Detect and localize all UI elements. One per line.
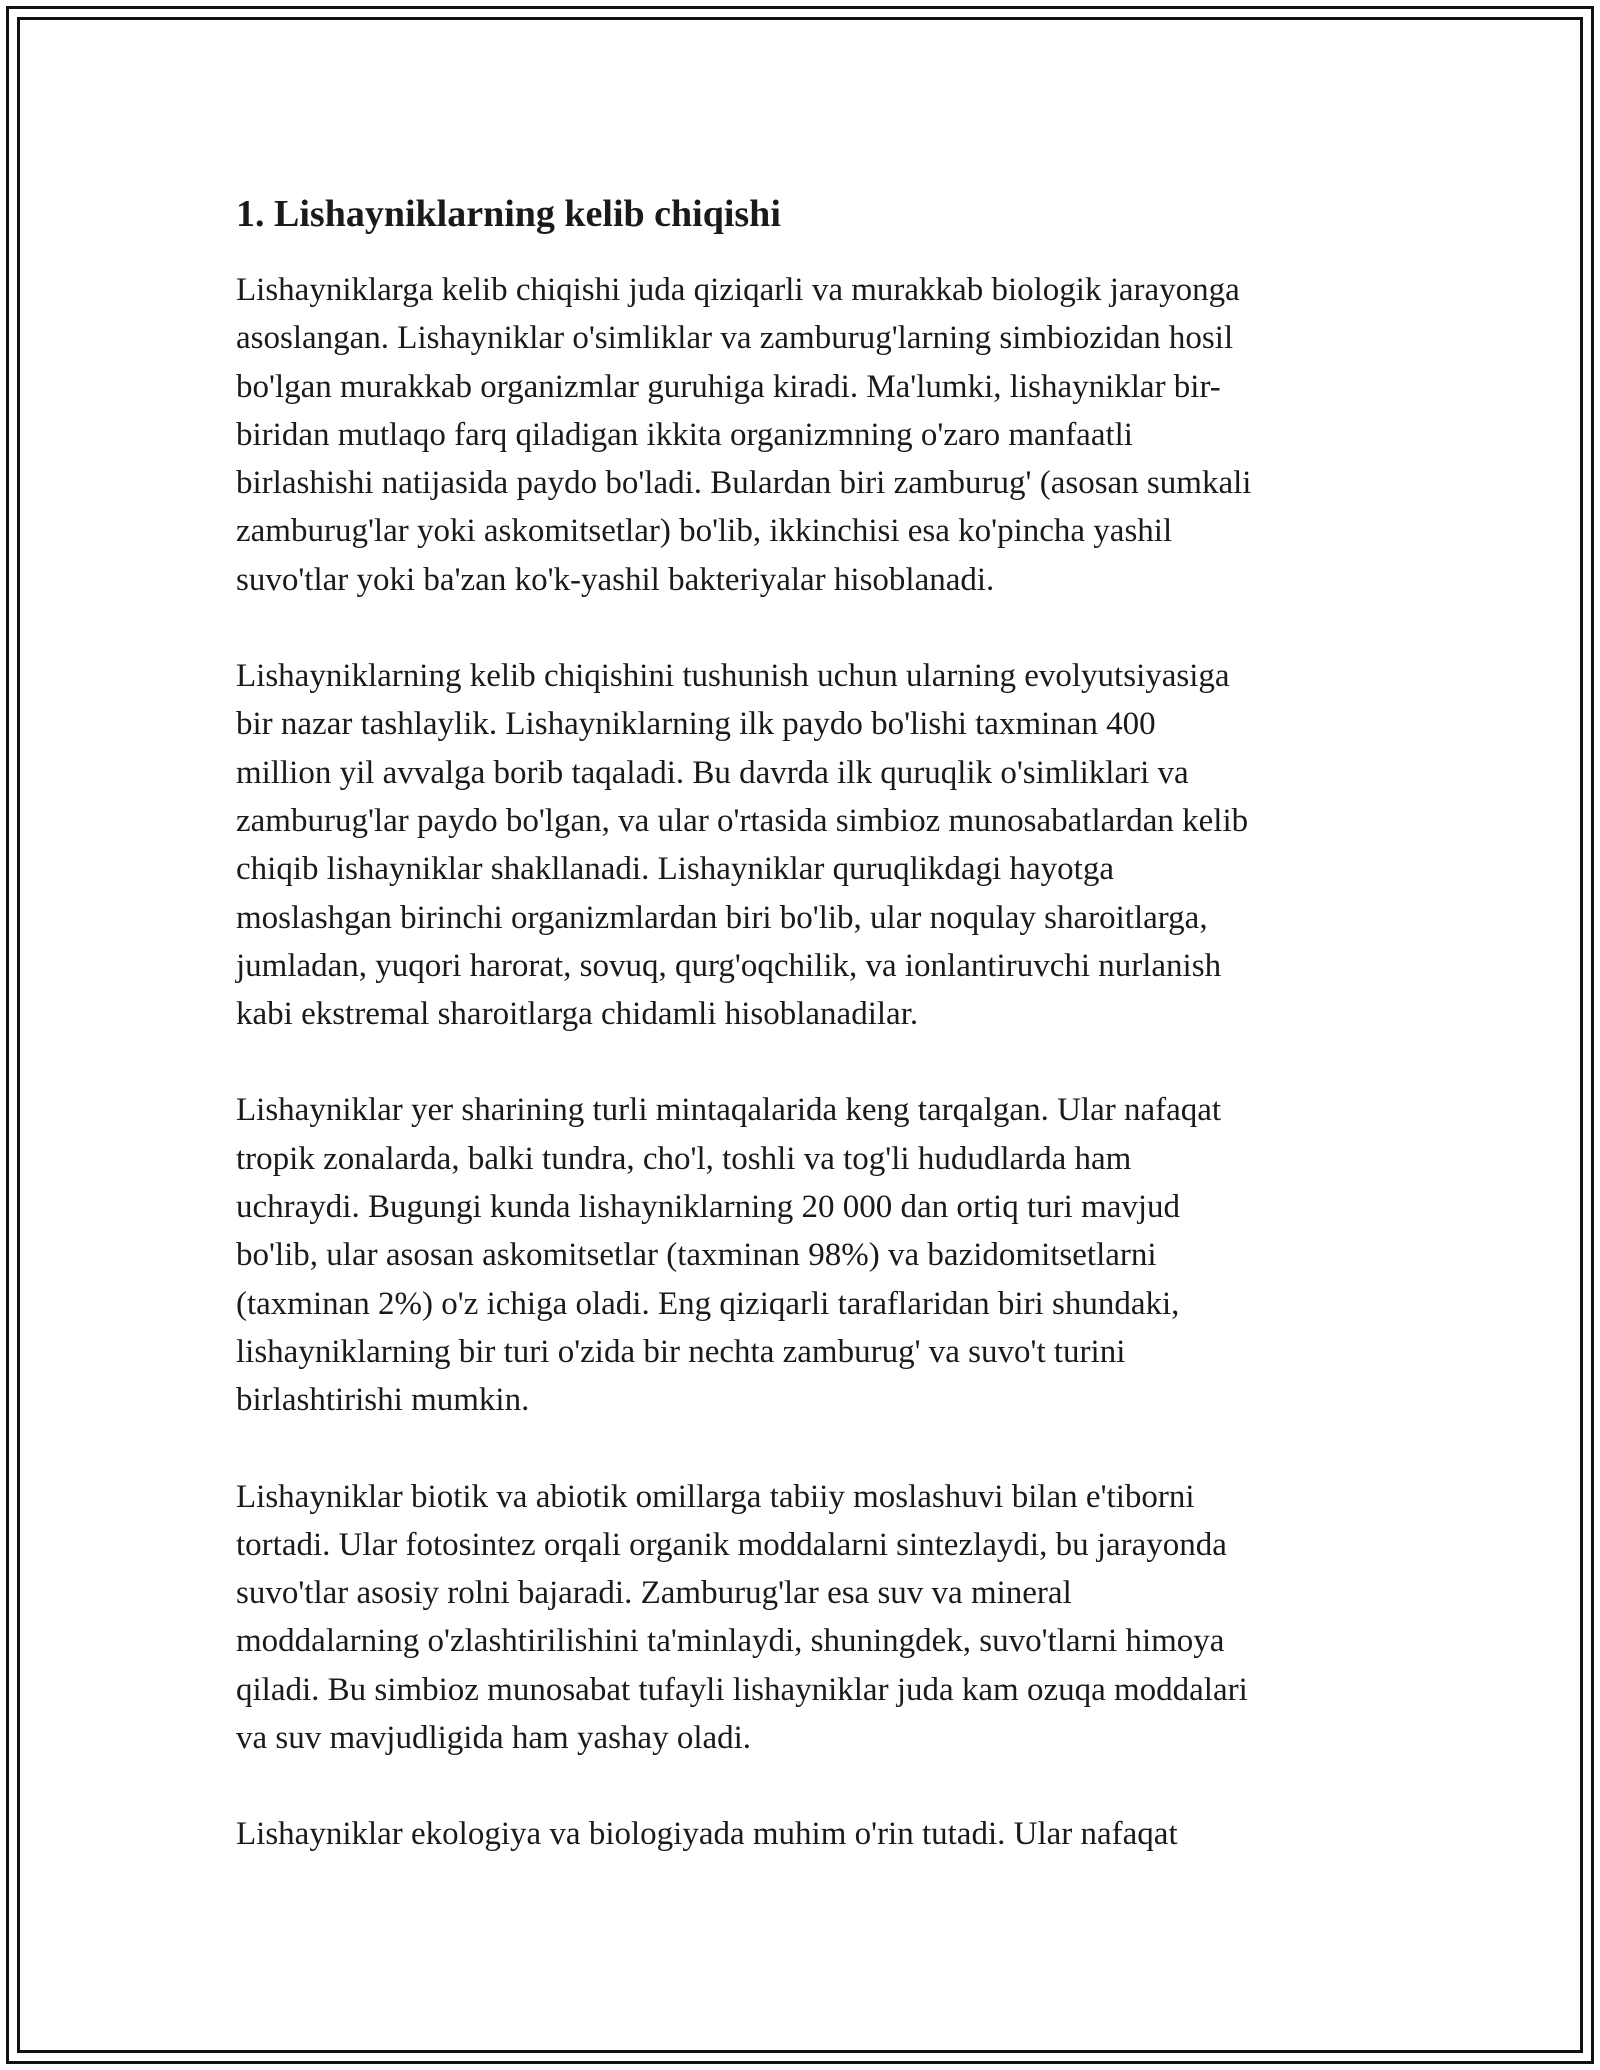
paragraph-list (236, 266, 1376, 1859)
paragraph-line: jumladan, yuqori harorat, sovuq, qurg'oqchilik, va ionlantiruvchi nurlanish (236, 947, 1222, 984)
paragraph-line: uchraydi. Bugungi kunda lishayniklarning 20 000 dan ortiq turi mavjud (236, 1189, 1181, 1226)
paragraph-line: bir nazar tashlaylik. Lishayniklarning ilk paydo bo'lishi taxminan 400 (236, 706, 1156, 743)
paragraph-line: zamburug'lar paydo bo'lgan, va ular o'rtasida simbioz munosabatlardan kelib (236, 802, 1249, 839)
paragraph (236, 1473, 1376, 1763)
paragraph-line: bo'lib, ular asosan askomitsetlar (taxminan 98%) va bazidomitsetlarni (236, 1237, 1157, 1274)
paragraph-line: va suv mavjudligida ham yashay oladi. (236, 1720, 752, 1757)
paragraph-line: Lishayniklar biotik va abiotik omillarga tabiiy moslashuvi bilan e'tiborni (236, 1478, 1195, 1515)
paragraph-line: bo'lgan murakkab organizmlar guruhiga kiradi. Ma'lumki, lishayniklar bir- (236, 368, 1221, 405)
paragraph-line: Lishayniklar yer sharining turli mintaqalarida keng tarqalgan. Ular nafaqat (236, 1092, 1222, 1129)
paragraph-line: asoslangan. Lishayniklar o'simliklar va zamburug'larning simbiozidan hosil (236, 320, 1234, 357)
paragraph-line: lishayniklarning bir turi o'zida bir nechta zamburug' va suvo't turini (236, 1333, 1126, 1370)
paragraph-line: suvo'tlar asosiy rolni bajaradi. Zamburug'lar esa suv va mineral (236, 1575, 1072, 1612)
paragraph-line: suvo'tlar yoki ba'zan ko'k-yashil bakteriyalar hisoblanadi. (236, 561, 995, 598)
paragraph-line: moslashgan birinchi organizmlardan biri bo'lib, ular noqulay sharoitlarga, (236, 899, 1208, 936)
paragraph-line: chiqib lishayniklar shakllanadi. Lishayniklar quruqlikdagi hayotga (236, 851, 1114, 888)
paragraph-line: tortadi. Ular fotosintez orqali organik moddalarni sintezlaydi, bu jarayonda (236, 1526, 1227, 1563)
paragraph-line: birlashtirishi mumkin. (236, 1382, 530, 1419)
section-heading: 1. Lishayniklarning kelib chiqishi (236, 193, 781, 235)
paragraph-line: Lishayniklarning kelib chiqishini tushunish uchun ularning evolyutsiyasiga (236, 658, 1230, 695)
paragraph-line: tropik zonalarda, balki tundra, cho'l, toshli va tog'li hududlarda ham (236, 1140, 1132, 1177)
document-body (236, 188, 1376, 1907)
paragraph (236, 266, 1376, 604)
paragraph-line: moddalarning o'zlashtirilishini ta'minlaydi, shuningdek, suvo'tlarni himoya (236, 1623, 1225, 1660)
paragraph-line: million yil avvalga borib taqaladi. Bu davrda ilk quruqlik o'simliklari va (236, 754, 1189, 791)
paragraph-line: Lishayniklarga kelib chiqishi juda qiziqarli va murakkab biologik jarayonga (236, 272, 1240, 308)
paragraph-line: qiladi. Bu simbioz munosabat tufayli lishayniklar juda kam ozuqa moddalari (236, 1671, 1248, 1708)
paragraph-line: birlashishi natijasida paydo bo'ladi. Bulardan biri zamburug' (asosan sumkali (236, 465, 1252, 502)
paragraph (236, 652, 1376, 1038)
paragraph-line: (taxminan 2%) o'z ichiga oladi. Eng qiziqarli taraflaridan biri shundaki, (236, 1285, 1180, 1322)
paragraph-line: biridan mutlaqo farq qiladigan ikkita organizmning o'zaro manfaatli (236, 416, 1133, 453)
paragraph-line: zamburug'lar yoki askomitsetlar) bo'lib, ikkinchisi esa ko'pincha yashil (236, 513, 1173, 550)
paragraph-line: kabi ekstremal sharoitlarga chidamli hisoblanadilar. (236, 996, 919, 1033)
paragraph (236, 1086, 1376, 1424)
paragraph-line: Lishayniklar ekologiya va biologiyada muhim o'rin tutadi. Ular nafaqat (236, 1816, 1178, 1853)
paragraph (236, 1810, 1376, 1858)
